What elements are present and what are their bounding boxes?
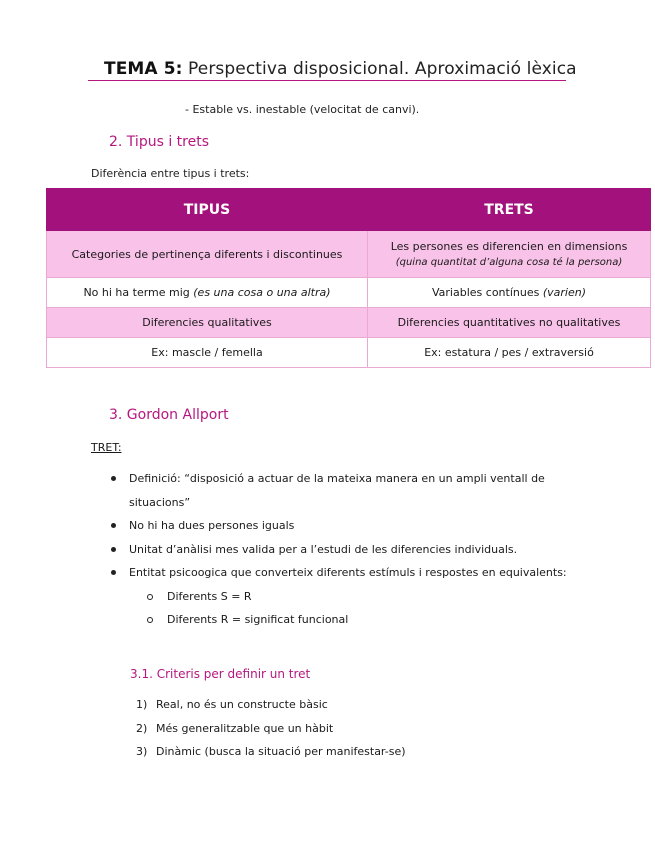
criteria-item bbox=[136, 740, 406, 764]
list-item: No hi ha dues persones iguals bbox=[110, 514, 570, 538]
title-underline bbox=[88, 80, 566, 81]
subsection-heading: 3.1. Criteris per definir un tret bbox=[130, 667, 311, 681]
criteria-number: 3) bbox=[136, 745, 148, 758]
sub-list-item: Diferents R = significat funcional bbox=[147, 608, 570, 632]
list-item: Unitat d’anàlisi mes valida per a l’estudi de les diferencies individuals. bbox=[110, 538, 570, 562]
list-item bbox=[110, 561, 570, 632]
table-cell bbox=[368, 231, 651, 278]
title-bold: TEMA 5: bbox=[104, 59, 183, 79]
section2-intro: Diferència entre tipus i trets: bbox=[91, 167, 250, 180]
table-cell: Diferencies qualitatives bbox=[47, 308, 368, 338]
cell-text: Variables contínues bbox=[432, 286, 543, 299]
table-cell: Ex: estatura / pes / extraversió bbox=[368, 338, 651, 368]
section2-heading: 2. Tipus i trets bbox=[109, 134, 209, 150]
table-row bbox=[47, 231, 651, 278]
sub-bullet-list bbox=[129, 585, 570, 632]
criteria-item bbox=[136, 717, 406, 741]
title-text: Perspectiva disposicional. Aproximació lèxica bbox=[182, 59, 577, 79]
criteria-number: 2) bbox=[136, 721, 148, 735]
page-title bbox=[104, 59, 577, 79]
table-row bbox=[47, 338, 651, 368]
cell-italic: (es una cosa o una altra) bbox=[193, 286, 331, 299]
tipus-trets-table bbox=[46, 188, 651, 368]
criteria-list bbox=[136, 693, 406, 764]
list-item: Definició: “disposició a actuar de la mateixa manera en un ampli ventall de situacions” bbox=[110, 467, 570, 514]
table-cell: Categories de pertinença diferents i discontinues bbox=[47, 231, 368, 278]
table-cell bbox=[368, 278, 651, 308]
cell-text: Les persones es diferencien en dimensions bbox=[390, 240, 628, 253]
criteria-text: Més generalitzable que un hàbit bbox=[156, 721, 334, 735]
table-cell: Diferencies quantitatives no qualitatives bbox=[368, 308, 651, 338]
table-header-trets: TRETS bbox=[368, 189, 651, 231]
criteria-text: Dinàmic (busca la situació per manifestar-se) bbox=[156, 745, 406, 758]
estable-line: - Estable vs. inestable (velocitat de canvi). bbox=[185, 103, 420, 116]
table-row bbox=[47, 308, 651, 338]
criteria-item bbox=[136, 693, 406, 717]
criteria-text: Real, no és un constructe bàsic bbox=[156, 698, 328, 711]
cell-text: No hi ha terme mig bbox=[83, 286, 194, 299]
table-header-tipus: TIPUS bbox=[47, 189, 368, 231]
table-cell: Ex: mascle / femella bbox=[47, 338, 368, 368]
criteria-number: 1) bbox=[136, 698, 148, 711]
cell-subtext: (quina quantitat d’alguna cosa té la persona) bbox=[395, 257, 623, 268]
sub-list-item: Diferents S = R bbox=[147, 585, 570, 609]
section3-heading: 3. Gordon Allport bbox=[109, 407, 229, 423]
table-cell bbox=[47, 278, 368, 308]
cell-italic: (varien) bbox=[542, 286, 586, 299]
list-item-text: Entitat psicoogica que converteix diferents estímuls i respostes en equivalents: bbox=[129, 566, 567, 579]
tret-label: TRET: bbox=[91, 441, 122, 454]
tret-bullet-list bbox=[110, 467, 570, 632]
table-row bbox=[47, 278, 651, 308]
